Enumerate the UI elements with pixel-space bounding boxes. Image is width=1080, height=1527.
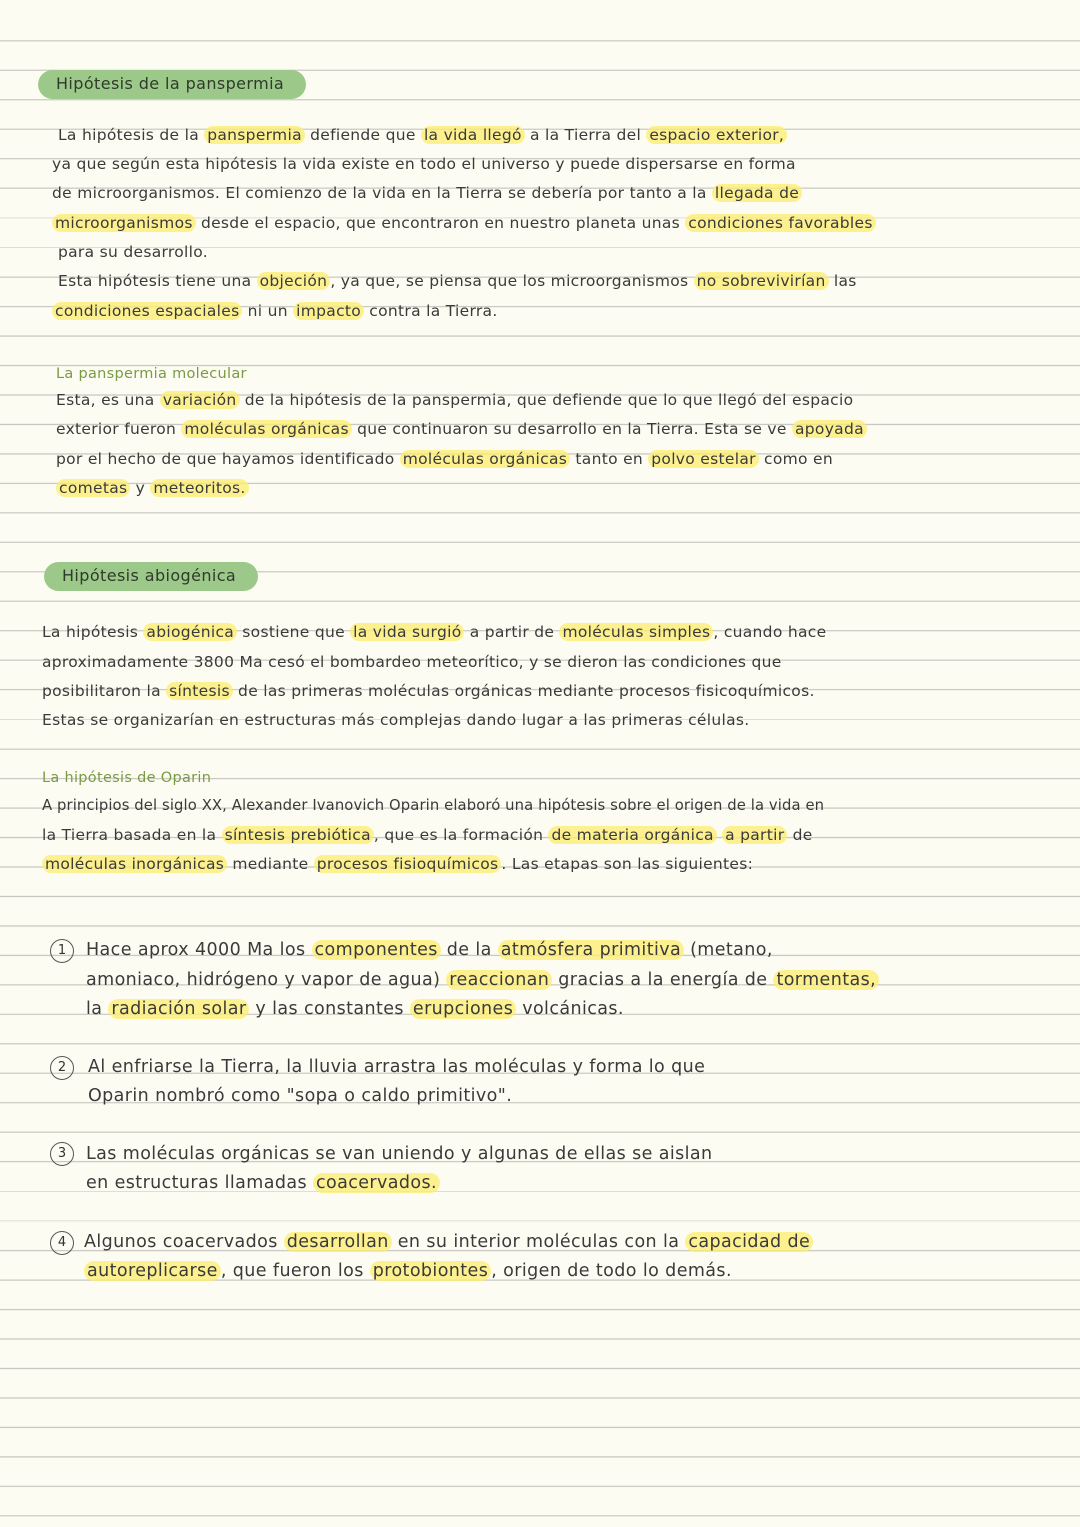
text-line: condiciones espaciales ni un impacto contra la Tierra. — [52, 300, 1080, 322]
step-number-4: 4 — [50, 1231, 74, 1255]
step-number-2: 2 — [50, 1056, 74, 1080]
text-line: La hipótesis abiogénica sostiene que la vida surgió a partir de moléculas simples , cuando hace — [42, 623, 827, 641]
text-line: A principios del siglo XX, Alexander Ivanovich Oparin elaboró una hipótesis sobre el origen de la vida en — [42, 797, 825, 814]
text-line: La hipótesis de la panspermia defiende que la vida llegó a la Tierra del espacio exterior, — [58, 124, 1080, 146]
step-1-line: Hace aprox 4000 Ma los componentes de la atmósfera primitiva (metano, — [86, 940, 773, 960]
text-line: para su desarrollo. — [58, 243, 208, 261]
subheading-panspermia-molecular: La panspermia molecular — [56, 366, 247, 382]
text-line: microorganismos desde el espacio, que encontraron en nuestro planeta unas condiciones favorables — [52, 212, 1080, 234]
text-line: por el hecho de que hayamos identificado moléculas orgánicas tanto en polvo estelar como en — [56, 450, 833, 468]
text-line: posibilitaron la síntesis de las primeras moléculas orgánicas mediante procesos fisicoquímicos. — [42, 682, 815, 700]
step-2-line: Al enfriarse la Tierra, la lluvia arrastra las moléculas y forma lo que — [88, 1057, 706, 1077]
text-line: Estas se organizarían en estructuras más complejas dando lugar a las primeras células. — [42, 711, 750, 729]
step-number-3: 3 — [50, 1142, 74, 1166]
step-4-line: Algunos coacervados desarrollan en su interior moléculas con la capacidad de — [84, 1230, 1080, 1254]
text-line: Esta hipótesis tiene una objeción , ya que, se piensa que los microorganismos no sobrevivirían las — [58, 272, 857, 290]
text-line: moléculas inorgánicas mediante procesos fisioquímicos . Las etapas son las siguientes: — [42, 853, 1080, 875]
text-line: la Tierra basada en la síntesis prebiótica , que es la formación de materia orgánica a partir de — [42, 826, 813, 844]
step-number-1: 1 — [50, 939, 74, 963]
heading-abiogenica: Hipótesis abiogénica — [44, 562, 258, 591]
text-line: Esta, es una variación de la hipótesis de la panspermia, que defiende que lo que llegó del espacio — [56, 391, 854, 409]
heading-panspermia: Hipótesis de la panspermia — [38, 70, 306, 99]
step-3-line: Las moléculas orgánicas se van uniendo y algunas de ellas se aislan — [86, 1144, 713, 1164]
text-line: ya que según esta hipótesis la vida existe en todo el universo y puede dispersarse en forma — [52, 155, 796, 173]
step-3-line: en estructuras llamadas coacervados. — [86, 1171, 1080, 1195]
step-1-line: amoniaco, hidrógeno y vapor de agua) reaccionan gracias a la energía de tormentas, — [86, 968, 1080, 992]
step-1-line: la radiación solar y las constantes erupciones volcánicas. — [86, 999, 624, 1019]
text-line: de microorganismos. El comienzo de la vida en la Tierra se debería por tanto a la llegada de — [52, 182, 1080, 204]
text-line: exterior fueron moléculas orgánicas que continuaron su desarrollo en la Tierra. Esta se ve apoyada — [56, 418, 1080, 440]
text-line: aproximadamente 3800 Ma cesó el bombardeo meteorítico, y se dieron las condiciones que — [42, 653, 782, 671]
text-line: cometas y meteoritos. — [56, 477, 1080, 499]
subheading-oparin: La hipótesis de Oparin — [42, 770, 212, 786]
step-4-line: autoreplicarse , que fueron los protobiontes , origen de todo lo demás. — [84, 1259, 1080, 1283]
step-2-line: Oparin nombró como "sopa o caldo primitivo". — [88, 1086, 513, 1106]
